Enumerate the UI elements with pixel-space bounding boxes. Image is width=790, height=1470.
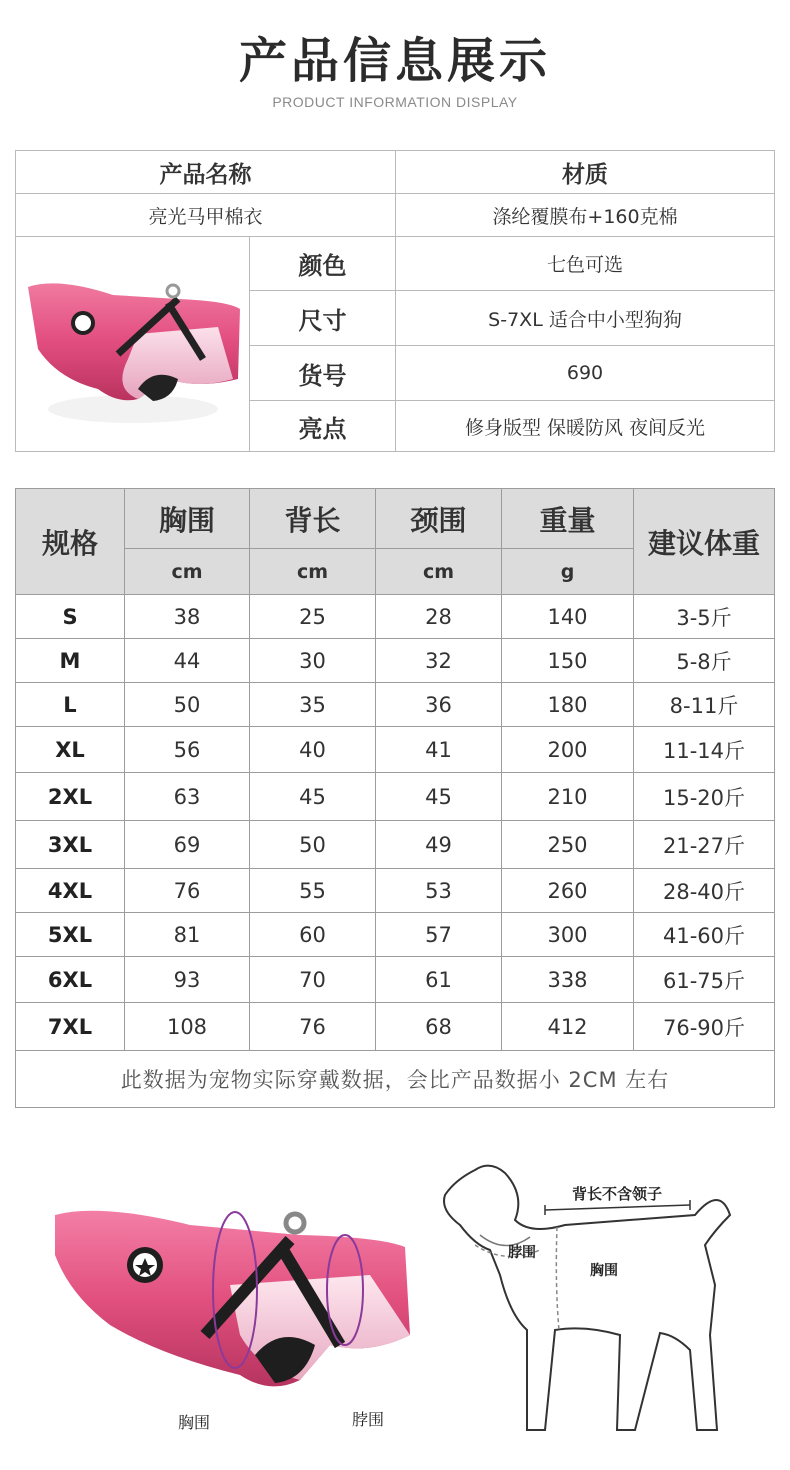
neck-cell: 32 <box>376 639 502 683</box>
size-cell: M <box>16 639 125 683</box>
suggest-weight-cell: 28-40斤 <box>634 869 774 913</box>
suggest-weight-cell: 5-8斤 <box>634 639 774 683</box>
back-cell: 40 <box>250 727 376 773</box>
chest-cell: 50 <box>125 683 250 727</box>
suggest-weight-cell: 3-5斤 <box>634 595 774 639</box>
suggest-weight-cell: 41-60斤 <box>634 913 774 957</box>
weight-cell: 260 <box>502 869 634 913</box>
col-header-neck: 颈围 <box>376 489 502 549</box>
suggest-weight-cell: 21-27斤 <box>634 821 774 869</box>
chest-cell: 44 <box>125 639 250 683</box>
weight-cell: 210 <box>502 773 634 821</box>
back-cell: 60 <box>250 913 376 957</box>
coat-chest-caption: 胸围 <box>178 1413 211 1432</box>
col-header-suggest-weight: 建议体重 <box>634 489 774 595</box>
back-cell: 55 <box>250 869 376 913</box>
col-header-weight: 重量 <box>502 489 634 549</box>
chest-cell: 63 <box>125 773 250 821</box>
product-name-header: 产品名称 <box>16 151 396 194</box>
coat-measure-diagram <box>40 1185 430 1415</box>
chest-cell: 56 <box>125 727 250 773</box>
spec-header: 规格 <box>16 489 125 595</box>
unit-neck: cm <box>376 549 502 595</box>
dog-chest-caption: 胸围 <box>590 1263 618 1279</box>
coat-neck-caption: 脖围 <box>352 1410 385 1429</box>
chest-cell: 81 <box>125 913 250 957</box>
unit-back: cm <box>250 549 376 595</box>
neck-cell: 61 <box>376 957 502 1003</box>
size-cell: S <box>16 595 125 639</box>
material-value: 涤纶覆膜布+160克棉 <box>396 194 774 237</box>
neck-cell: 28 <box>376 595 502 639</box>
pink-vest-image <box>18 239 248 449</box>
col-header-back: 背长 <box>250 489 376 549</box>
weight-cell: 412 <box>502 1003 634 1051</box>
chest-cell: 108 <box>125 1003 250 1051</box>
neck-cell: 45 <box>376 773 502 821</box>
back-cell: 30 <box>250 639 376 683</box>
neck-cell: 53 <box>376 869 502 913</box>
neck-cell: 57 <box>376 913 502 957</box>
chest-cell: 76 <box>125 869 250 913</box>
neck-cell: 68 <box>376 1003 502 1051</box>
page-subtitle: PRODUCT INFORMATION DISPLAY <box>272 94 518 110</box>
back-cell: 45 <box>250 773 376 821</box>
info-value-sku: 690 <box>396 346 774 401</box>
weight-cell: 200 <box>502 727 634 773</box>
material-header: 材质 <box>396 151 774 194</box>
chest-cell: 38 <box>125 595 250 639</box>
neck-cell: 36 <box>376 683 502 727</box>
product-info-table <box>15 150 775 452</box>
weight-cell: 140 <box>502 595 634 639</box>
weight-cell: 338 <box>502 957 634 1003</box>
size-note: 此数据为宠物实际穿戴数据，会比产品数据小 2CM 左右 <box>120 1068 670 1092</box>
info-label-sku: 货号 <box>250 346 396 401</box>
dog-neck-caption: 脖围 <box>508 1245 536 1261</box>
neck-cell: 41 <box>376 727 502 773</box>
info-value-size: S-7XL 适合中小型狗狗 <box>396 291 774 346</box>
size-cell: 4XL <box>16 869 125 913</box>
size-cell: 2XL <box>16 773 125 821</box>
weight-cell: 180 <box>502 683 634 727</box>
size-chart-table <box>15 488 775 1108</box>
suggest-weight-cell: 8-11斤 <box>634 683 774 727</box>
unit-chest: cm <box>125 549 250 595</box>
size-cell: 5XL <box>16 913 125 957</box>
back-cell: 70 <box>250 957 376 1003</box>
size-cell: 3XL <box>16 821 125 869</box>
unit-weight: g <box>502 549 634 595</box>
info-value-color: 七色可选 <box>396 237 774 291</box>
suggest-weight-cell: 11-14斤 <box>634 727 774 773</box>
weight-cell: 300 <box>502 913 634 957</box>
chest-cell: 69 <box>125 821 250 869</box>
product-photo <box>16 237 250 451</box>
size-cell: L <box>16 683 125 727</box>
product-name-value: 亮光马甲棉衣 <box>16 194 396 237</box>
back-cell: 25 <box>250 595 376 639</box>
col-header-chest: 胸围 <box>125 489 250 549</box>
size-cell: 6XL <box>16 957 125 1003</box>
back-cell: 50 <box>250 821 376 869</box>
info-label-color: 颜色 <box>250 237 396 291</box>
back-cell: 35 <box>250 683 376 727</box>
size-cell: XL <box>16 727 125 773</box>
back-cell: 76 <box>250 1003 376 1051</box>
suggest-weight-cell: 76-90斤 <box>634 1003 774 1051</box>
dog-back-caption: 背长不含领子 <box>572 1185 663 1203</box>
info-label-size: 尺寸 <box>250 291 396 346</box>
weight-cell: 250 <box>502 821 634 869</box>
info-value-highlight: 修身版型 保暖防风 夜间反光 <box>464 416 706 439</box>
suggest-weight-cell: 61-75斤 <box>634 957 774 1003</box>
info-label-highlight: 亮点 <box>250 401 396 451</box>
chest-cell: 93 <box>125 957 250 1003</box>
suggest-weight-cell: 15-20斤 <box>634 773 774 821</box>
size-cell: 7XL <box>16 1003 125 1051</box>
neck-cell: 49 <box>376 821 502 869</box>
page-title: 产品信息展示 <box>238 33 551 89</box>
weight-cell: 150 <box>502 639 634 683</box>
